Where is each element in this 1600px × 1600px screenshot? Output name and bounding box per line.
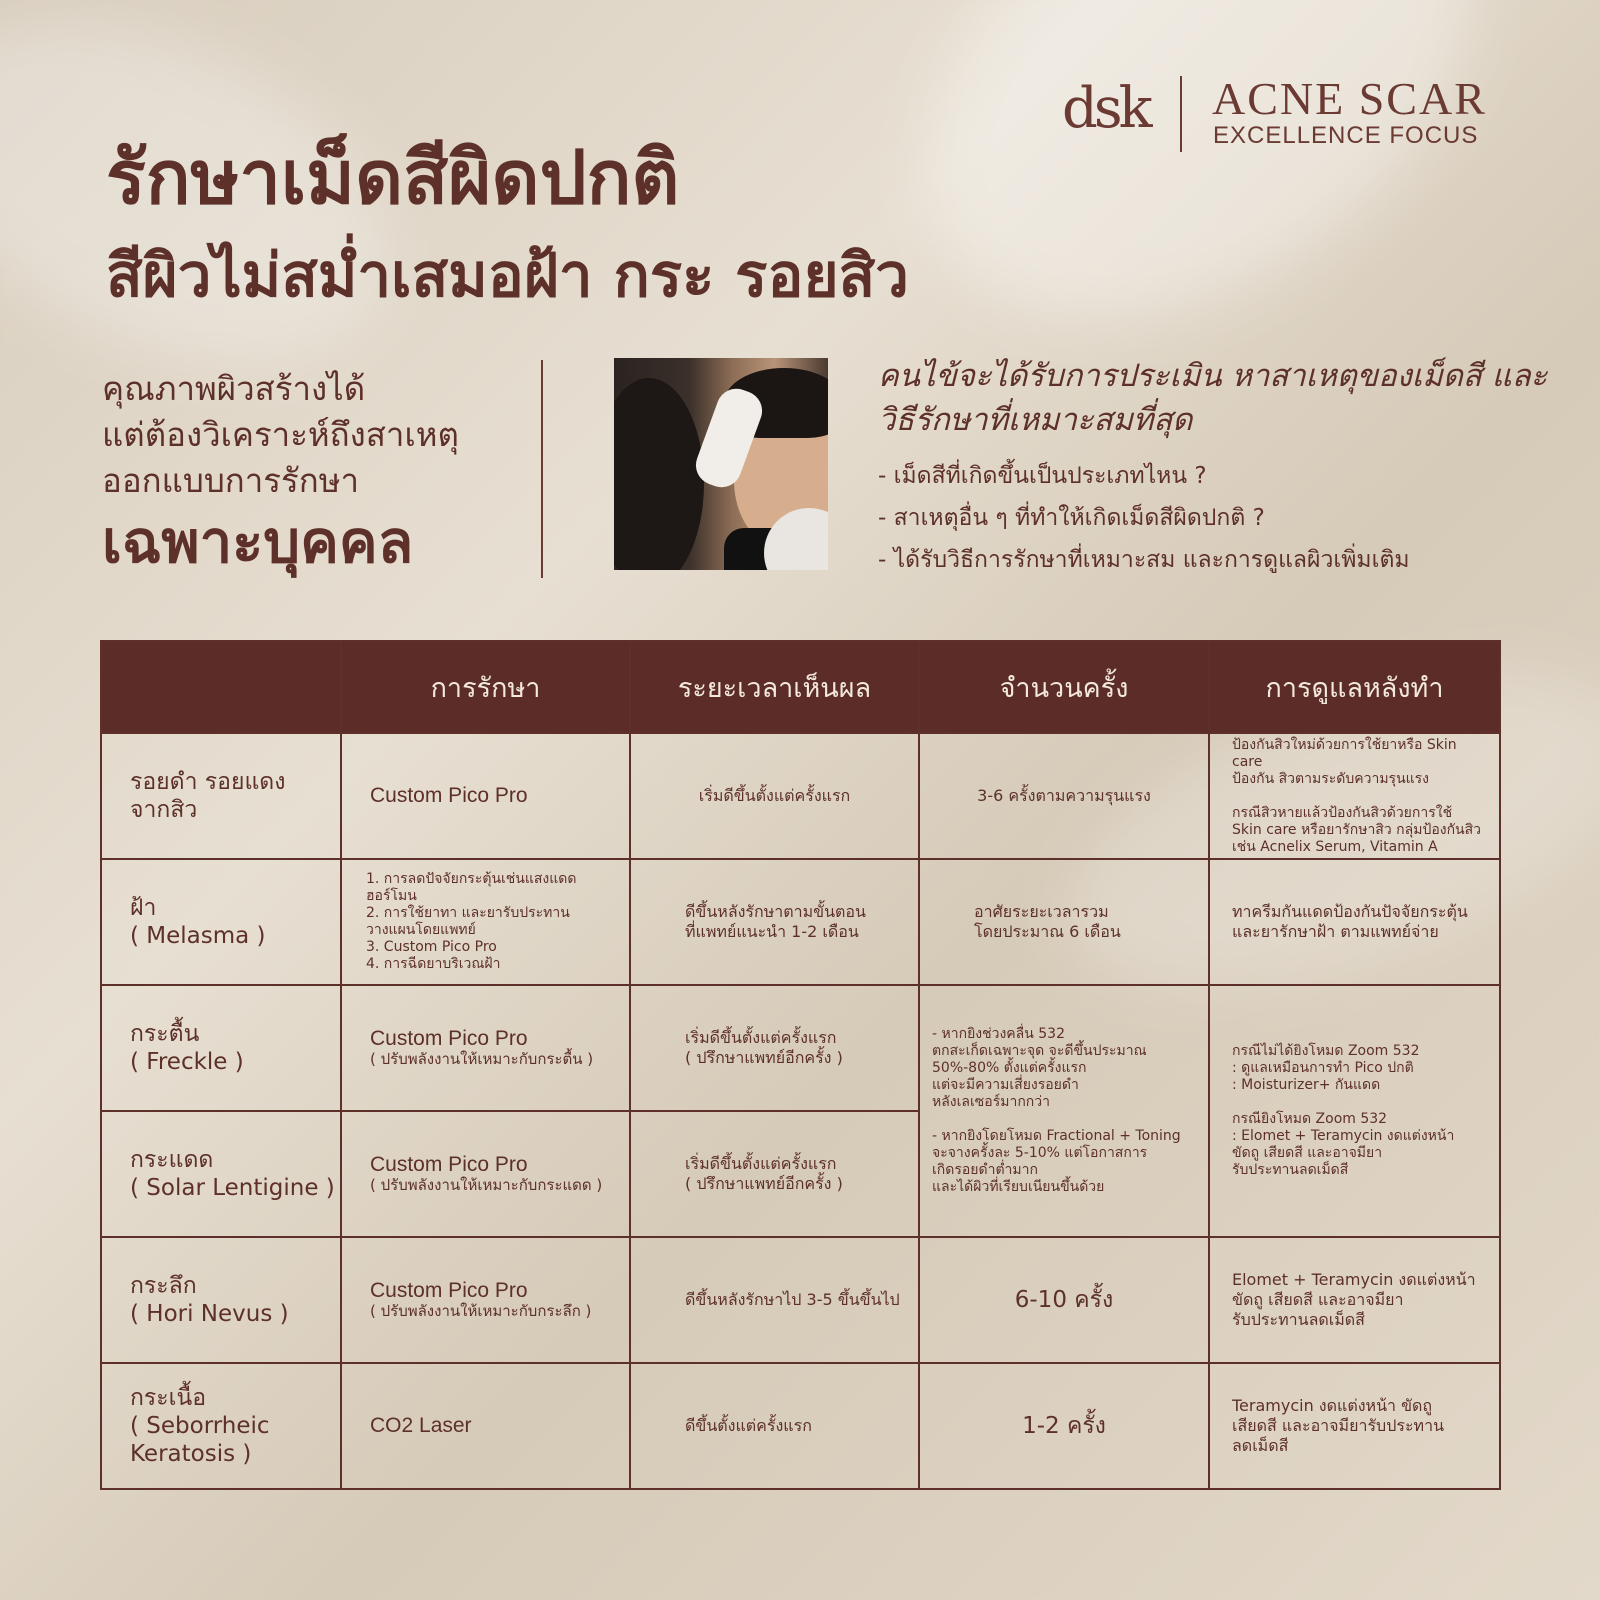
aftercare-cell: Elomet + Teramycin งดแต่งหน้า ขัดถู เสียดสี และอาจมียา รับประทานลดเม็ดสี <box>1209 1237 1500 1363</box>
intro-line: แต่ต้องวิเคราะห์ถึงสาเหตุ <box>102 415 459 454</box>
aftercare-cell: ทาครีมกันแดดป้องกันปัจจัยกระตุ้น และยารักษาฝ้า ตามแพทย์จ่าย <box>1209 859 1500 985</box>
intro-emphasis: เฉพาะบุคคล <box>102 508 414 576</box>
duration-cell: ดีขึ้นหลังรักษาไป 3-5 ขึ้นขึ้นไป <box>630 1237 919 1363</box>
table-row <box>101 1363 1500 1489</box>
header-aftercare: การดูแลหลังทำ <box>1209 641 1500 733</box>
treatment-cell <box>341 1111 630 1237</box>
condition-name: กระตื้น ( Freckle ) <box>101 985 341 1111</box>
assessment-bullets <box>878 455 1558 581</box>
treatment-note: ( ปรับพลังงานให้เหมาะกับกระแดด ) <box>370 1176 603 1194</box>
assessment-bullet: - สาเหตุอื่น ๆ ที่ทำให้เกิดเม็ดสีผิดปกติ ? <box>878 505 1265 531</box>
header-treatment: การรักษา <box>341 641 630 733</box>
logo-divider <box>1180 76 1182 152</box>
treatment-name: CO2 Laser <box>370 1414 472 1437</box>
duration-cell: เริ่มดีขึ้นตั้งแต่ครั้งแรก ( ปรึกษาแพทย์อีกครั้ง ) <box>630 1111 919 1237</box>
assessment-bullet: - เม็ดสีที่เกิดขึ้นเป็นประเภทไหน ? <box>878 463 1207 489</box>
treatment-name: Custom Pico Pro <box>370 784 528 807</box>
table-row <box>101 859 1500 985</box>
treatment-name: Custom Pico Pro <box>370 1027 528 1050</box>
table-row <box>101 985 1500 1111</box>
treatment-name: Custom Pico Pro <box>370 1279 528 1302</box>
aftercare-cell: Teramycin งดแต่งหน้า ขัดถู เสียดสี และอาจมียารับประทาน ลดเม็ดสี <box>1209 1363 1500 1489</box>
condition-name: กระแดด ( Solar Lentigine ) <box>101 1111 341 1237</box>
sessions-cell: 6-10 ครั้ง <box>919 1237 1209 1363</box>
intro-block <box>102 366 522 580</box>
treatment-name: Custom Pico Pro <box>370 1153 528 1176</box>
table-header-row <box>101 641 1500 733</box>
table-row <box>101 1237 1500 1363</box>
sessions-cell: 1-2 ครั้ง <box>919 1363 1209 1489</box>
duration-cell: ดีขึ้นหลังรักษาตามขั้นตอน ที่แพทย์แนะนำ 1-2 เดือน <box>630 859 919 985</box>
table-row <box>101 733 1500 859</box>
brand-title: ACNE SCAR <box>1212 73 1487 124</box>
dsk-logo: dsk <box>1062 76 1149 141</box>
treatment-note: ( ปรับพลังงานให้เหมาะกับกระตื้น ) <box>370 1050 594 1068</box>
assessment-heading: คนไข้จะได้รับการประเมิน หาสาเหตุของเม็ดสี และวิธีรักษาที่เหมาะสมที่สุด <box>878 358 1548 438</box>
intro-line: คุณภาพผิวสร้างได้ <box>102 369 366 408</box>
condition-name: รอยดำ รอยแดง จากสิว <box>101 733 341 859</box>
condition-name: กระลึก ( Hori Nevus ) <box>101 1237 341 1363</box>
brand-logo <box>1062 72 1502 160</box>
sessions-cell: - หากยิงช่วงคลื่น 532 ตกสะเก็ดเฉพาะจุด จะดีขึ้นประมาณ 50%-80% ตั้งแต่ครั้งแรก แต่จะมีความเสี่ยงรอยดำ หลังเลเซอร์มากกว่า - หากยิงโดยโหมด Fractional + Toning จะจางครั้งละ 5-10% แต่โอกาสการ เกิดรอยดำต่ำมาก และได้ผิวที่เรียบเนียนขึ้นด้วย <box>919 985 1209 1237</box>
section-divider <box>541 360 543 578</box>
doctor-examining-patient-photo <box>614 358 828 570</box>
intro-line: ออกแบบการรักษา <box>102 461 360 500</box>
condition-name: กระเนื้อ ( Seborrheic Keratosis ) <box>101 1363 341 1489</box>
treatment-cell <box>341 1237 630 1363</box>
treatment-cell: 1. การลดปัจจัยกระตุ้นเช่นแสงแดด ฮอร์โมน 2. การใช้ยาทา และยารับประทาน วางแผนโดยแพทย์ 3. Custom Pico Pro 4. การฉีดยาบริเวณฝ้า <box>341 859 630 985</box>
treatment-cell <box>341 1363 630 1489</box>
sessions-cell: อาศัยระยะเวลารวม โดยประมาณ 6 เดือน <box>919 859 1209 985</box>
treatment-table <box>100 640 1501 1490</box>
condition-name: ฝ้า ( Melasma ) <box>101 859 341 985</box>
header-empty <box>101 641 341 733</box>
headline-line-2: สีผิวไม่สม่ำเสมอฝ้า กระ รอยสิว <box>106 241 909 311</box>
assessment-bullet: - ได้รับวิธีการรักษาที่เหมาะสม และการดูแลผิวเพิ่มเติม <box>878 547 1410 573</box>
duration-cell: เริ่มดีขึ้นตั้งแต่ครั้งแรก <box>630 733 919 859</box>
header-duration: ระยะเวลาเห็นผล <box>630 641 919 733</box>
aftercare-cell: กรณีไม่ได้ยิงโหมด Zoom 532 : ดูแลเหมือนการทำ Pico ปกติ : Moisturizer+ กันแดด กรณียิงโหมด Zoom 532 : Elomet + Teramycin งดแต่งหน้า ขัดถู เสียดสี และอาจมียา รับประทานลดเม็ดสี <box>1209 985 1500 1237</box>
treatment-note: ( ปรับพลังงานให้เหมาะกับกระลึก ) <box>370 1302 592 1320</box>
duration-cell: ดีขึ้นตั้งแต่ครั้งแรก <box>630 1363 919 1489</box>
sessions-cell: 3-6 ครั้งตามความรุนแรง <box>919 733 1209 859</box>
brand-subtitle: EXCELLENCE FOCUS <box>1213 122 1479 149</box>
header-sessions: จำนวนครั้ง <box>919 641 1209 733</box>
aftercare-cell: ป้องกันสิวใหม่ด้วยการใช้ยาหรือ Skin care ป้องกัน สิวตามระดับความรุนแรง กรณีสิวหายแล้วป้องกันสิวด้วยการใช้ Skin care หรือยารักษาสิว กลุ่มป้องกันสิว เช่น Acnelix Serum, Vitamin A <box>1209 733 1500 859</box>
duration-cell: เริ่มดีขึ้นตั้งแต่ครั้งแรก ( ปรึกษาแพทย์อีกครั้ง ) <box>630 985 919 1111</box>
treatment-cell <box>341 985 630 1111</box>
treatment-cell <box>341 733 630 859</box>
headline-line-1: รักษาเม็ดสีผิดปกติ <box>106 135 680 221</box>
